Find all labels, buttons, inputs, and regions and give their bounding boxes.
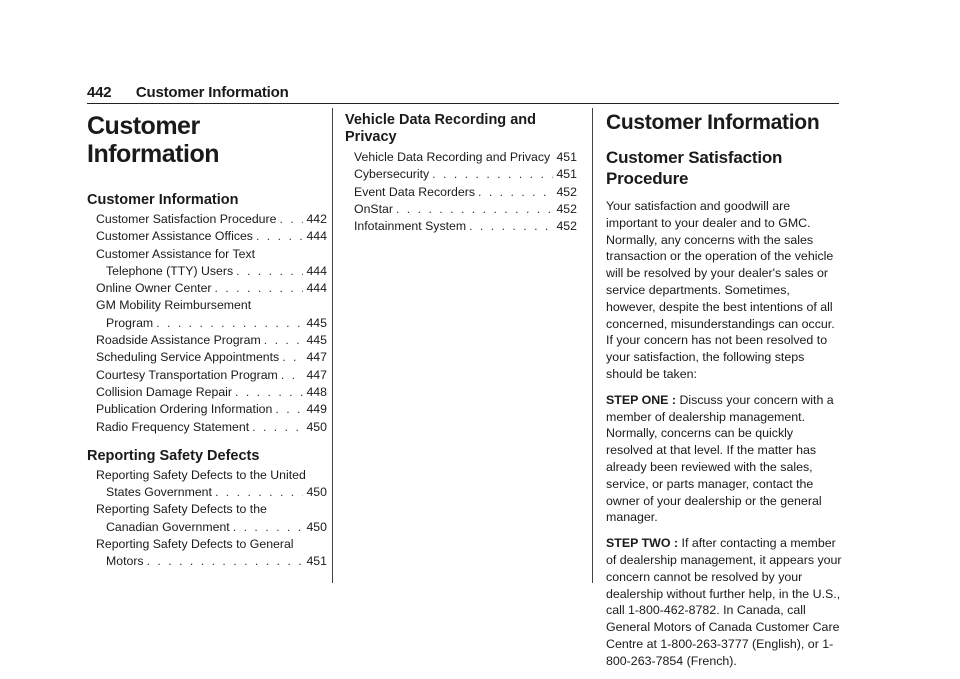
toc-column-middle — [345, 112, 577, 235]
toc-entry[interactable] — [87, 211, 327, 228]
toc-page-number: 451 — [556, 166, 577, 183]
toc-entry[interactable] — [87, 349, 327, 366]
toc-entry[interactable] — [87, 228, 327, 245]
toc-page-number: 452 — [556, 184, 577, 201]
toc-entry-text: Reporting Safety Defects to the United — [96, 467, 327, 484]
toc-entry[interactable] — [87, 332, 327, 349]
toc-page-number: 451 — [556, 149, 577, 166]
toc-leader-dots — [215, 484, 304, 501]
body-title: Customer Information — [606, 111, 842, 135]
toc-page-number: 450 — [306, 419, 327, 436]
toc-section-title: Reporting Safety Defects — [87, 448, 327, 465]
toc-leader-dots — [396, 201, 554, 218]
toc-entry[interactable] — [87, 419, 327, 436]
toc-entry-text: Scheduling Service Appointments — [96, 349, 279, 366]
toc-list — [345, 149, 577, 235]
toc-column-left — [87, 112, 327, 571]
toc-leader-dots — [282, 349, 303, 366]
toc-leader-dots — [432, 166, 553, 183]
toc-entry-text: Vehicle Data Recording and Privacy — [354, 149, 550, 166]
page-header — [87, 84, 839, 104]
toc-leader-dots — [279, 211, 303, 228]
toc-entry[interactable] — [87, 401, 327, 418]
step-one-label: STEP ONE : — [606, 393, 676, 407]
toc-entry-text: Roadside Assistance Program — [96, 332, 261, 349]
toc-entry[interactable] — [345, 166, 577, 183]
body-column — [606, 111, 842, 679]
toc-entry-text: Motors — [106, 553, 144, 570]
toc-section-vehicle-data — [345, 112, 577, 235]
toc-entry-text: Program — [106, 315, 153, 332]
toc-page-number: 442 — [306, 211, 327, 228]
toc-entry[interactable] — [87, 297, 327, 332]
step-two-label: STEP TWO : — [606, 536, 678, 550]
toc-entry-text: Event Data Recorders — [354, 184, 475, 201]
toc-leader-dots — [215, 280, 304, 297]
toc-entry-text: Publication Ordering Information — [96, 401, 272, 418]
toc-entry-text: Online Owner Center — [96, 280, 212, 297]
body-subtitle: Customer Satisfaction Procedure — [606, 147, 842, 189]
toc-entry-text: Infotainment System — [354, 218, 466, 235]
toc-leader-dots — [275, 401, 303, 418]
toc-page-number: 444 — [306, 263, 327, 280]
toc-leader-dots — [478, 184, 553, 201]
toc-page-number: 450 — [306, 484, 327, 501]
toc-entry-text: Customer Assistance for Text — [96, 246, 327, 263]
toc-list — [87, 467, 327, 571]
toc-leader-dots — [252, 419, 303, 436]
toc-entry-text: States Government — [106, 484, 212, 501]
toc-entry[interactable] — [345, 149, 577, 166]
toc-section-reporting-safety-defects — [87, 448, 327, 571]
toc-entry-text: Telephone (TTY) Users — [106, 263, 233, 280]
toc-leader-dots — [236, 263, 303, 280]
step-one-paragraph — [606, 392, 842, 526]
column-divider — [332, 108, 333, 583]
toc-leader-dots — [264, 332, 304, 349]
toc-page-number: 444 — [306, 280, 327, 297]
intro-paragraph: Your satisfaction and goodwill are important to your dealer and to GMC. Normally, any concerns with the sales transaction or the operation of the vehicle will be resolved by your dealer's sales or service departments. Sometimes, however, despite the best intentions of all concerned, misunderstandings can occur. If your concern has not been resolved to your satisfaction, the following steps should be taken: — [606, 198, 842, 383]
toc-entry-text: Courtesy Transportation Program — [96, 367, 278, 384]
toc-entry[interactable] — [87, 246, 327, 281]
toc-entry-text: Collision Damage Repair — [96, 384, 232, 401]
toc-page-number: 449 — [306, 401, 327, 418]
toc-page-number: 445 — [306, 315, 327, 332]
toc-entry[interactable] — [87, 384, 327, 401]
toc-leader-dots — [235, 384, 303, 401]
page-number: 442 — [87, 84, 111, 101]
step-one-text: Discuss your concern with a member of dealership management. Normally, concerns can be quickly resolved at that level. If the matter has already been reviewed with the sales, service, or parts manager, contact the owner of your dealership or the general manager. — [606, 393, 834, 525]
toc-entry-text: OnStar — [354, 201, 393, 218]
toc-entry-text: Radio Frequency Statement — [96, 419, 249, 436]
toc-entry[interactable] — [87, 467, 327, 502]
toc-page-number: 448 — [306, 384, 327, 401]
toc-section-title: Customer Information — [87, 192, 327, 209]
toc-entry-text: Canadian Government — [106, 519, 230, 536]
step-two-text: If after contacting a member of dealership management, it appears your concern cannot be resolved by your dealership without further help, in the U.S., call 1-800-462-8782. In Canada, call General Motors of Canada Customer Care Centre at 1-800-263-3777 (English), or 1-800-263-7854 (French). — [606, 536, 842, 668]
column-divider — [592, 108, 593, 583]
toc-entry-text: Reporting Safety Defects to the — [96, 501, 327, 518]
toc-entry[interactable] — [345, 201, 577, 218]
toc-section-title: Vehicle Data Recording and Privacy — [345, 112, 577, 146]
toc-leader-dots — [281, 367, 304, 384]
toc-page-number: 445 — [306, 332, 327, 349]
toc-list — [87, 211, 327, 436]
toc-section-customer-information — [87, 192, 327, 436]
toc-entry[interactable] — [345, 218, 577, 235]
toc-page-number: 447 — [306, 349, 327, 366]
toc-entry-text: Reporting Safety Defects to General — [96, 536, 327, 553]
toc-entry-text: GM Mobility Reimbursement — [96, 297, 327, 314]
toc-leader-dots — [147, 553, 304, 570]
toc-leader-dots — [156, 315, 303, 332]
toc-leader-dots — [233, 519, 304, 536]
step-two-paragraph — [606, 535, 842, 669]
toc-leader-dots — [256, 228, 304, 245]
toc-page-number: 452 — [556, 201, 577, 218]
toc-entry-text: Customer Assistance Offices — [96, 228, 253, 245]
toc-page-number: 452 — [556, 218, 577, 235]
toc-page-number: 444 — [306, 228, 327, 245]
toc-entry[interactable] — [87, 280, 327, 297]
toc-entry-text: Customer Satisfaction Procedure — [96, 211, 276, 228]
toc-main-title: Customer Information — [87, 112, 327, 168]
toc-entry[interactable] — [345, 184, 577, 201]
toc-leader-dots — [469, 218, 553, 235]
toc-page-number: 451 — [306, 553, 327, 570]
toc-entry[interactable] — [87, 501, 327, 536]
toc-entry-text: Cybersecurity — [354, 166, 429, 183]
toc-page-number: 450 — [306, 519, 327, 536]
toc-page-number: 447 — [306, 367, 327, 384]
toc-entry[interactable] — [87, 536, 327, 571]
toc-entry[interactable] — [87, 367, 327, 384]
header-title: Customer Information — [136, 84, 289, 101]
